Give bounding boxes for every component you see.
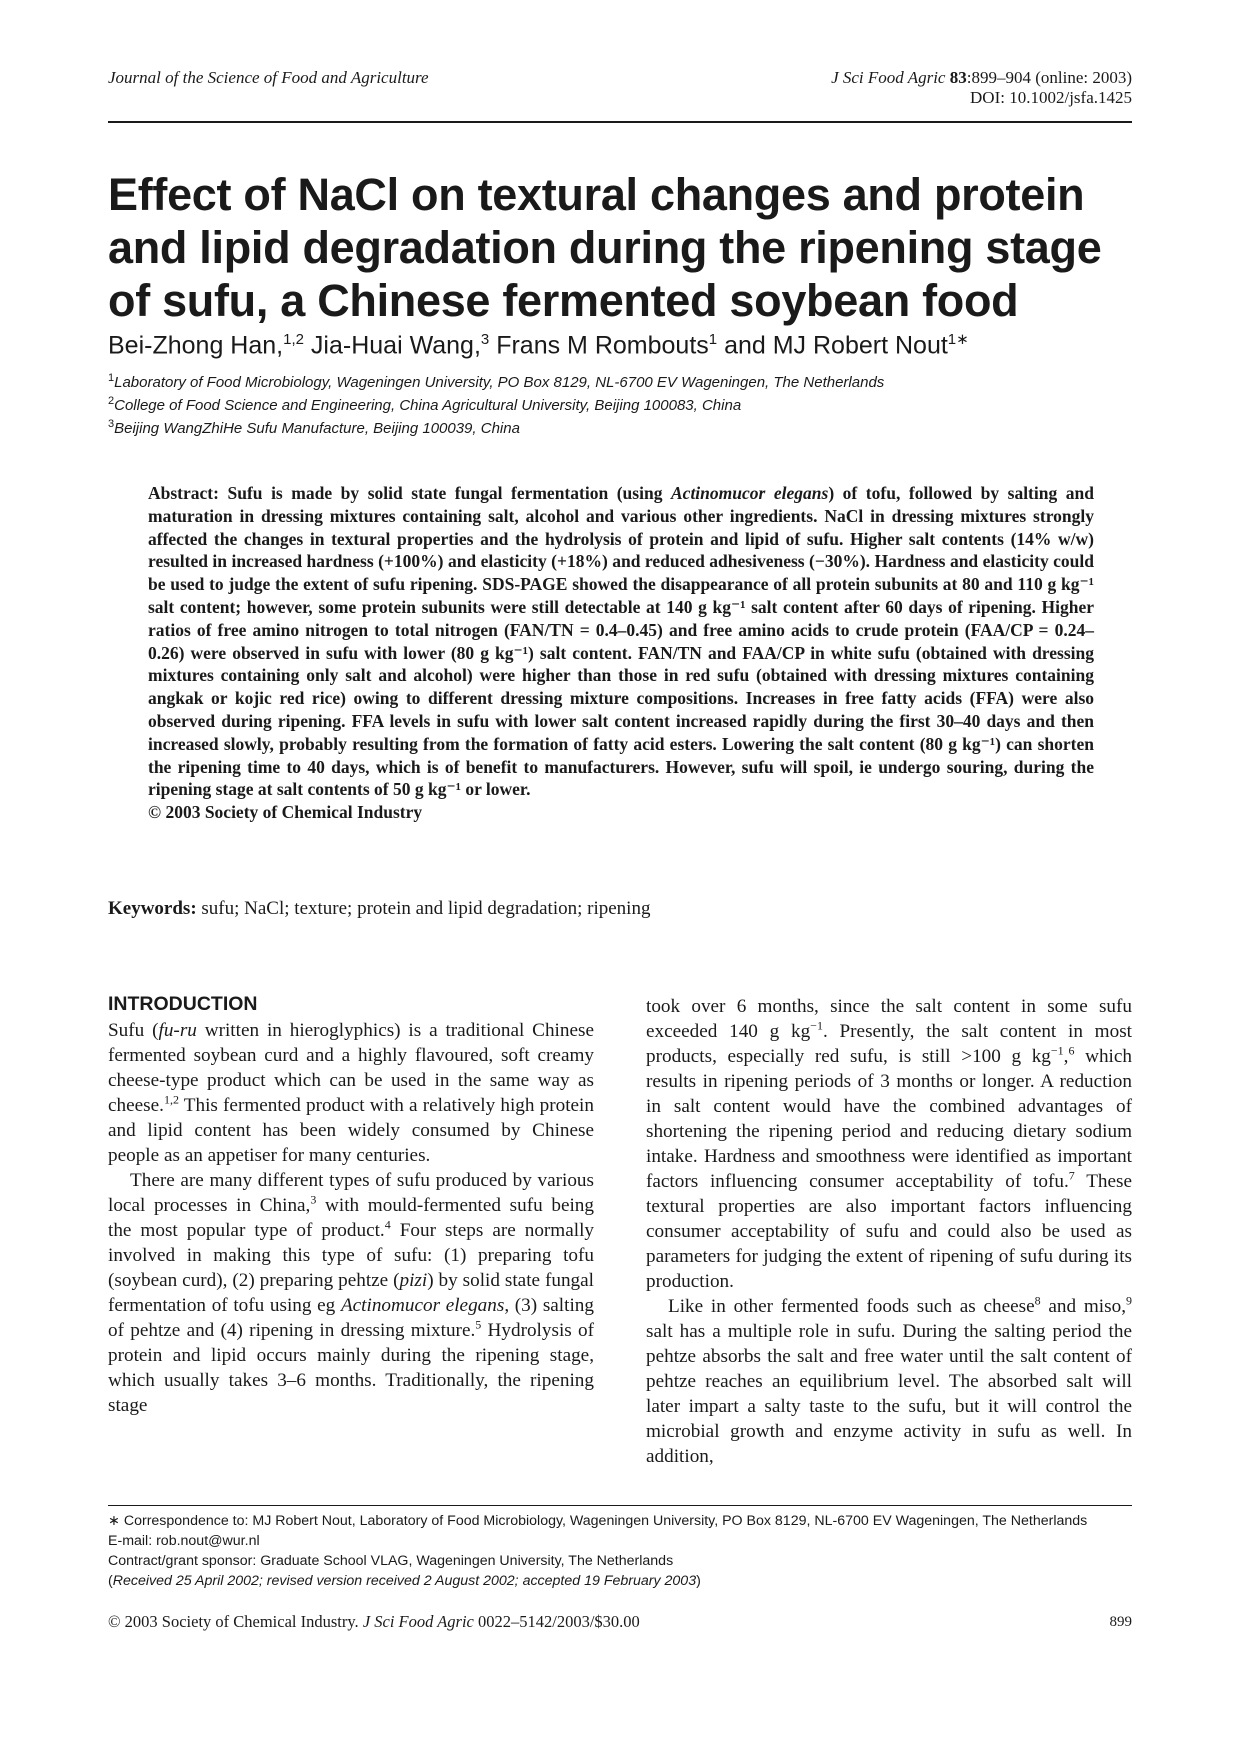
page-number: 899 (1109, 1614, 1132, 1630)
affiliation-1-text: Laboratory of Food Microbiology, Wageningen University, PO Box 8129, NL-6700 EV Wageningen, The Netherlands (114, 374, 885, 391)
author-conjunction: and (724, 331, 766, 360)
citation-ref: 8 (1034, 1293, 1041, 1308)
author-list (108, 330, 969, 360)
intro-paragraph-3: took over 6 months, since the salt content in some sufu exceeded 140 g $kg^{-1}$. Presently, the salt content in most products, especially red sufu, is still >100 g $kg^{-1},^6$ which results in ripening periods of 3 months or longer. A reduction in salt content would have the combined advantages of shortening the ripening period and reducing dietary sodium intake. Hardness and smoothness were identified as important factors influencing consumer acceptability of tofu.$^7$ These textural properties are also important factors influencing consumer acceptability of sufu and could also be used as parameters for judging the extent of ripening of sufu during its production. (646, 996, 1133, 1292)
abstract-copyright: © 2003 Society of Chemical Industry (148, 802, 423, 823)
footer-code: 0022–5142/2003/$30.00 (477, 1612, 640, 1631)
received-note: (Received 25 April 2002; revised version received 2 August 2002; accepted 19 February 2003) (108, 1573, 701, 1589)
author-nout: MJ Robert Nout (772, 331, 948, 360)
citation-ref: 7 (1068, 1168, 1075, 1183)
sponsor-note: Contract/grant sponsor: Graduate School VLAG, Wageningen University, The Netherlands (108, 1553, 674, 1569)
author-han: Bei-Zhong Han, (108, 331, 284, 360)
abstract-body (148, 482, 1094, 801)
author-wang-affil: 3 (480, 331, 490, 348)
journal-name: Journal of the Science of Food and Agriculture (108, 68, 429, 87)
author-rombouts-affil: 1 (708, 331, 718, 348)
intro-paragraph-4: Like in other fermented foods such as cheese$^8$ and miso,$^9$ salt has a multiple role in sufu. During the salting period the pehtze absorbs the salt and free water until the salt content of pehtze reaches an equilibrium level. The absorbed salt will later impart a salty taste to the sufu, but it will control the microbial growth and enzyme activity in sufu as well. In addition, (646, 1293, 1132, 1467)
citation-ref: 5 (475, 1317, 482, 1332)
citation-pages: :899–904 (online: 2003) (966, 68, 1132, 87)
citation-line (831, 68, 1132, 88)
intro-paragraph-1: Sufu (fu-ru written in hieroglyphics) is a traditional Chinese fermented soybean curd and a highly flavoured, soft creamy cheese-type product which can be used in the same way as cheese.$^{1,2}$ This fermented product with a relatively high protein and lipid content has been widely consumed by Chinese people as an appetiser for many centuries. (108, 1020, 594, 1166)
affiliation-2 (108, 395, 741, 414)
keywords-text: sufu; NaCl; texture; protein and lipid degradation; ripening (201, 898, 651, 919)
author-nout-affil: 1∗ (947, 331, 969, 348)
citation-ref: 6 (1068, 1043, 1075, 1058)
citation-ref: 4 (384, 1217, 391, 1232)
affiliation-2-text: College of Food Science and Engineering, China Agricultural University, Beijing 100083, China (114, 397, 742, 414)
citation-block (831, 68, 1132, 108)
affiliation-3-text: Beijing WangZhiHe Sufu Manufacture, Beijing 100039, China (114, 420, 520, 437)
section-heading-introduction: INTRODUCTION (108, 993, 258, 1015)
abstract (148, 482, 1094, 824)
keywords-label: Keywords: (108, 898, 197, 919)
affiliation-3-marker: 3 (108, 418, 115, 430)
column-left (108, 992, 594, 1418)
footer-line (108, 1612, 640, 1632)
intro-paragraph-2: There are many different types of sufu produced by various local processes in China,$^3$ with mould-fermented sufu being the most popular type of product.$^4$ Four steps are normally involved in making this type of sufu: (1) preparing tofu (soybean curd), (2) preparing pehtze (pizi) by solid state fungal fermentation of tofu using eg Actinomucor elegans, (3) salting of pehtze and (4) ripening in dressing mixture.$^5$ Hydrolysis of protein and lipid occurs mainly during the ripening stage, which usually takes 3–6 months. Traditionally, the ripening stage (108, 1170, 594, 1416)
footer-copyright: © 2003 Society of Chemical Industry. (108, 1612, 359, 1631)
abstract-organism: Actinomucor elegans (671, 483, 829, 503)
header-rule (108, 121, 1132, 123)
citation-ref: 1,2 (163, 1092, 179, 1107)
author-wang: Jia-Huai Wang, (310, 331, 481, 360)
column-right (646, 994, 1132, 1469)
citation-volume: 83 (949, 68, 967, 87)
footnote-rule (108, 1505, 1132, 1506)
affiliation-1 (108, 372, 884, 391)
author-rombouts: Frans M Rombouts (496, 331, 709, 360)
affiliation-1-marker: 1 (108, 372, 115, 384)
author-han-affil: 1,2 (283, 331, 304, 348)
abstract-text: ) of tofu, followed by salting and maturation in dressing mixtures containing salt, alcohol and various other ingredients. NaCl in dressing mixtures strongly affected the changes in textural properties and the hydrolysis of protein and lipid of sufu. Higher salt contents (14% w/w) resulted in increased hardness (+100%) and elasticity (+18%) and reduced adhesiveness (−30%). Hardness and elasticity could be used to judge the extent of sufu ripening. SDS-PAGE showed the disappearance of all protein subunits at 80 and 110 g kg⁻¹ salt content; however, some protein subunits were still detectable at 140 g kg⁻¹ salt content after 60 days of ripening. Higher ratios of free amino nitrogen to total nitrogen (FAN/TN = 0.4–0.45) and free amino acids to crude protein (FAA/CP = 0.24–0.26) were observed in sufu with lower (80 g kg⁻¹) salt content. FAN/TN and FAA/CP in white sufu (obtained with dressing mixtures containing only salt and alcohol) were higher than those in red sufu (obtained with dressing mixtures containing angkak or kojic red rice) owing to different dressing mixture compositions. Increases in free fatty acids (FFA) were also observed during ripening. FFA levels in sufu with lower salt content increased rapidly during the first 30–40 days and then increased slowly, probably resulting from the formation of fatty acid esters. Lowering the salt content (80 g kg⁻¹) can shorten the ripening time to 40 days, which is of benefit to manufacturers. However, sufu will spoil, ie undergo souring, during the ripening stage at salt contents of 50 g kg⁻¹ or lower. (148, 483, 1094, 800)
footnotes (108, 1511, 1138, 1591)
email-note: E-mail: rob.nout@wur.nl (108, 1533, 260, 1549)
citation-ref: 9 (1126, 1293, 1132, 1308)
keywords (108, 898, 650, 920)
doi: DOI: 10.1002/jsfa.1425 (970, 88, 1132, 107)
article-title: Effect of NaCl on textural changes and protein and lipid degradation during the ripening stage of sufu, a Chinese fermented soybean food (108, 169, 1102, 326)
citation-ref: 3 (310, 1192, 317, 1207)
affiliation-2-marker: 2 (108, 395, 115, 407)
abstract-lead: Abstract: Sufu is made by solid state fungal fermentation (using (148, 483, 671, 503)
affiliation-3 (108, 418, 520, 437)
correspondence-note: ∗ Correspondence to: MJ Robert Nout, Laboratory of Food Microbiology, Wageningen University, PO Box 8129, NL-6700 EV Wageningen, The Netherlands (108, 1513, 1088, 1529)
footer-journal: J Sci Food Agric (362, 1612, 474, 1631)
citation-journal: J Sci Food Agric (831, 68, 946, 87)
